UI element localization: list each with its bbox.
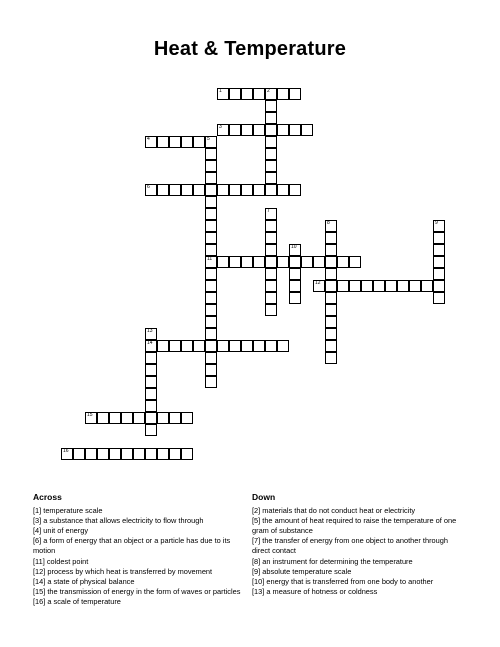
grid-cell[interactable] bbox=[217, 88, 229, 100]
grid-cell[interactable] bbox=[205, 172, 217, 184]
clue-number: [6] bbox=[33, 536, 42, 546]
grid-cell[interactable] bbox=[97, 448, 109, 460]
grid-cell[interactable] bbox=[157, 184, 169, 196]
grid-cell[interactable] bbox=[325, 316, 337, 328]
grid-cell[interactable] bbox=[145, 136, 157, 148]
clue-text: process by which heat is transferred by movement bbox=[45, 566, 213, 576]
clue-number-label: 16 bbox=[63, 448, 69, 454]
grid-cell[interactable] bbox=[277, 124, 289, 136]
grid-cell[interactable] bbox=[325, 232, 337, 244]
grid-cell[interactable] bbox=[157, 448, 169, 460]
grid-cell[interactable] bbox=[145, 328, 157, 340]
grid-cell[interactable] bbox=[193, 136, 205, 148]
grid-cell[interactable] bbox=[289, 88, 301, 100]
clue-number-label: 4 bbox=[147, 136, 150, 142]
clue-number: [4] bbox=[33, 526, 42, 536]
grid-cell[interactable] bbox=[157, 340, 169, 352]
clue-number: [11] bbox=[33, 556, 45, 566]
grid-cell[interactable] bbox=[265, 232, 277, 244]
clue-text: a substance that allows electricity to flow through bbox=[41, 516, 204, 526]
grid-cell[interactable] bbox=[241, 124, 253, 136]
across-clues bbox=[33, 492, 243, 607]
clue-number-label: 11 bbox=[207, 256, 213, 262]
grid-cell[interactable] bbox=[289, 244, 301, 256]
down-clue bbox=[252, 516, 467, 536]
grid-cell[interactable] bbox=[229, 256, 241, 268]
clue-number: [7] bbox=[252, 536, 261, 546]
grid-cell[interactable] bbox=[361, 280, 373, 292]
grid-cell[interactable] bbox=[265, 220, 277, 232]
grid-cell[interactable] bbox=[109, 448, 121, 460]
clue-number: [10] bbox=[252, 576, 265, 586]
across-clue bbox=[33, 587, 243, 597]
clue-text: a state of physical balance bbox=[45, 576, 135, 586]
grid-cell[interactable] bbox=[433, 256, 445, 268]
grid-cell[interactable] bbox=[313, 280, 325, 292]
grid-cell[interactable] bbox=[61, 448, 73, 460]
grid-cell[interactable] bbox=[289, 184, 301, 196]
grid-cell[interactable] bbox=[409, 280, 421, 292]
clue-number: [5] bbox=[252, 516, 261, 526]
grid-cell[interactable] bbox=[145, 412, 157, 424]
across-clue bbox=[33, 567, 243, 577]
grid-cell[interactable] bbox=[217, 340, 229, 352]
grid-cell[interactable] bbox=[229, 88, 241, 100]
grid-cell[interactable] bbox=[433, 220, 445, 232]
grid-cell[interactable] bbox=[265, 124, 277, 136]
clue-number: [13] bbox=[252, 586, 265, 596]
grid-cell[interactable] bbox=[145, 340, 157, 352]
across-clue bbox=[33, 516, 243, 526]
grid-cell[interactable] bbox=[253, 184, 265, 196]
across-clue bbox=[33, 557, 243, 567]
grid-cell[interactable] bbox=[433, 280, 445, 292]
grid-cell[interactable] bbox=[265, 340, 277, 352]
grid-cell[interactable] bbox=[277, 340, 289, 352]
grid-cell[interactable] bbox=[121, 412, 133, 424]
grid-cell[interactable] bbox=[265, 280, 277, 292]
grid-cell[interactable] bbox=[145, 376, 157, 388]
across-clue bbox=[33, 536, 243, 556]
grid-cell[interactable] bbox=[205, 316, 217, 328]
grid-cell[interactable] bbox=[145, 184, 157, 196]
grid-cell[interactable] bbox=[325, 292, 337, 304]
grid-cell[interactable] bbox=[217, 124, 229, 136]
grid-cell[interactable] bbox=[325, 256, 337, 268]
grid-cell[interactable] bbox=[265, 268, 277, 280]
grid-cell[interactable] bbox=[265, 244, 277, 256]
grid-cell[interactable] bbox=[265, 136, 277, 148]
grid-cell[interactable] bbox=[157, 412, 169, 424]
clue-number-label: 9 bbox=[435, 220, 438, 226]
across-clue bbox=[33, 577, 243, 587]
grid-cell[interactable] bbox=[73, 448, 85, 460]
grid-cell[interactable] bbox=[205, 304, 217, 316]
grid-cell[interactable] bbox=[133, 448, 145, 460]
grid-cell[interactable] bbox=[277, 256, 289, 268]
grid-cell[interactable] bbox=[349, 280, 361, 292]
grid-cell[interactable] bbox=[145, 400, 157, 412]
grid-cell[interactable] bbox=[325, 220, 337, 232]
clue-number-label: 14 bbox=[147, 340, 153, 346]
grid-cell[interactable] bbox=[289, 292, 301, 304]
clue-number-label: 5 bbox=[207, 136, 210, 142]
grid-cell[interactable] bbox=[301, 124, 313, 136]
grid-cell[interactable] bbox=[217, 256, 229, 268]
grid-cell[interactable] bbox=[145, 352, 157, 364]
grid-cell[interactable] bbox=[133, 412, 145, 424]
grid-cell[interactable] bbox=[205, 232, 217, 244]
grid-cell[interactable] bbox=[289, 268, 301, 280]
grid-cell[interactable] bbox=[205, 328, 217, 340]
clue-text: unit of energy bbox=[41, 526, 89, 536]
grid-cell[interactable] bbox=[325, 304, 337, 316]
down-clues bbox=[252, 492, 467, 597]
grid-cell[interactable] bbox=[325, 268, 337, 280]
clue-number: [2] bbox=[252, 506, 261, 516]
grid-cell[interactable] bbox=[277, 88, 289, 100]
across-clue bbox=[33, 597, 243, 607]
clue-number: [9] bbox=[252, 566, 261, 576]
clue-text: the amount of heat required to raise the temperature of one gram of substance bbox=[252, 516, 457, 536]
grid-cell[interactable] bbox=[337, 256, 349, 268]
grid-cell[interactable] bbox=[289, 256, 301, 268]
grid-cell[interactable] bbox=[241, 340, 253, 352]
grid-cell[interactable] bbox=[169, 448, 181, 460]
clue-text: a form of energy that an object or a particle has due to its motion bbox=[33, 536, 231, 556]
grid-cell[interactable] bbox=[253, 256, 265, 268]
grid-cell[interactable] bbox=[265, 148, 277, 160]
grid-cell[interactable] bbox=[313, 256, 325, 268]
grid-cell[interactable] bbox=[433, 292, 445, 304]
grid-cell[interactable] bbox=[265, 292, 277, 304]
down-clue bbox=[252, 506, 467, 516]
down-clue bbox=[252, 536, 467, 556]
clue-number-label: 15 bbox=[87, 412, 93, 418]
clue-text: coldest point bbox=[44, 556, 89, 566]
grid-cell[interactable] bbox=[205, 148, 217, 160]
clue-text: the transmission of energy in the form of waves or particles bbox=[45, 586, 241, 596]
grid-cell[interactable] bbox=[85, 412, 97, 424]
grid-cell[interactable] bbox=[205, 352, 217, 364]
down-clue bbox=[252, 587, 467, 597]
clue-number: [3] bbox=[33, 516, 42, 526]
grid-cell[interactable] bbox=[265, 160, 277, 172]
grid-cell[interactable] bbox=[181, 184, 193, 196]
grid-cell[interactable] bbox=[325, 244, 337, 256]
grid-cell[interactable] bbox=[253, 340, 265, 352]
grid-cell[interactable] bbox=[265, 112, 277, 124]
grid-cell[interactable] bbox=[205, 220, 217, 232]
clue-number: [8] bbox=[252, 556, 261, 566]
grid-cell[interactable] bbox=[229, 124, 241, 136]
grid-cell[interactable] bbox=[205, 340, 217, 352]
across-clue bbox=[33, 526, 243, 536]
grid-cell[interactable] bbox=[241, 88, 253, 100]
grid-cell[interactable] bbox=[277, 184, 289, 196]
clue-number-label: 10 bbox=[291, 244, 297, 250]
grid-cell[interactable] bbox=[265, 88, 277, 100]
grid-cell[interactable] bbox=[337, 280, 349, 292]
grid-cell[interactable] bbox=[181, 340, 193, 352]
grid-cell[interactable] bbox=[229, 340, 241, 352]
grid-cell[interactable] bbox=[205, 184, 217, 196]
grid-cell[interactable] bbox=[169, 136, 181, 148]
grid-cell[interactable] bbox=[169, 340, 181, 352]
clue-text: absolute temperature scale bbox=[260, 566, 352, 576]
grid-cell[interactable] bbox=[109, 412, 121, 424]
grid-cell[interactable] bbox=[433, 268, 445, 280]
puzzle-title: Heat & Temperature bbox=[153, 38, 347, 60]
grid-cell[interactable] bbox=[205, 136, 217, 148]
grid-cell[interactable] bbox=[325, 352, 337, 364]
grid-cell[interactable] bbox=[253, 124, 265, 136]
grid-cell[interactable] bbox=[169, 184, 181, 196]
grid-cell[interactable] bbox=[433, 232, 445, 244]
clue-text: energy that is transferred from one body to another bbox=[264, 576, 434, 586]
grid-cell[interactable] bbox=[145, 448, 157, 460]
grid-cell[interactable] bbox=[265, 304, 277, 316]
grid-cell[interactable] bbox=[289, 280, 301, 292]
clue-number-label: 12 bbox=[315, 280, 321, 286]
clue-text: the transfer of energy from one object to another through direct contact bbox=[252, 536, 448, 556]
grid-cell[interactable] bbox=[265, 208, 277, 220]
grid-cell[interactable] bbox=[265, 184, 277, 196]
grid-cell[interactable] bbox=[241, 184, 253, 196]
clue-number-label: 3 bbox=[219, 124, 222, 130]
clue-number-label: 6 bbox=[147, 184, 150, 190]
grid-cell[interactable] bbox=[157, 136, 169, 148]
clue-text: a scale of temperature bbox=[45, 596, 121, 606]
grid-cell[interactable] bbox=[301, 256, 313, 268]
down-clue bbox=[252, 567, 467, 577]
grid-cell[interactable] bbox=[205, 376, 217, 388]
grid-cell[interactable] bbox=[193, 184, 205, 196]
clue-number-label: 2 bbox=[267, 88, 270, 94]
grid-cell[interactable] bbox=[145, 388, 157, 400]
clue-text: a measure of hotness or coldness bbox=[264, 586, 378, 596]
clue-number: [1] bbox=[33, 506, 42, 516]
grid-cell[interactable] bbox=[265, 256, 277, 268]
across-clue bbox=[33, 506, 243, 516]
grid-cell[interactable] bbox=[169, 412, 181, 424]
grid-cell[interactable] bbox=[181, 136, 193, 148]
grid-cell[interactable] bbox=[145, 424, 157, 436]
clue-text: temperature scale bbox=[41, 506, 103, 516]
grid-cell[interactable] bbox=[265, 172, 277, 184]
down-heading: Down bbox=[252, 492, 276, 502]
clue-number-label: 8 bbox=[327, 220, 330, 226]
down-clue bbox=[252, 557, 467, 567]
grid-cell[interactable] bbox=[205, 268, 217, 280]
down-clue bbox=[252, 577, 467, 587]
grid-cell[interactable] bbox=[145, 364, 157, 376]
clue-text: materials that do not conduct heat or electricity bbox=[260, 506, 416, 516]
grid-cell[interactable] bbox=[265, 100, 277, 112]
grid-cell[interactable] bbox=[349, 256, 361, 268]
clue-number-label: 1 bbox=[219, 88, 222, 94]
clue-number: [14] bbox=[33, 576, 46, 586]
grid-cell[interactable] bbox=[193, 340, 205, 352]
grid-cell[interactable] bbox=[325, 340, 337, 352]
grid-cell[interactable] bbox=[229, 184, 241, 196]
grid-cell[interactable] bbox=[97, 412, 109, 424]
grid-cell[interactable] bbox=[181, 412, 193, 424]
grid-cell[interactable] bbox=[205, 364, 217, 376]
grid-cell[interactable] bbox=[289, 124, 301, 136]
grid-cell[interactable] bbox=[433, 244, 445, 256]
across-heading: Across bbox=[33, 492, 62, 502]
clue-number: [12] bbox=[33, 566, 46, 576]
grid-cell[interactable] bbox=[121, 448, 133, 460]
grid-cell[interactable] bbox=[385, 280, 397, 292]
grid-cell[interactable] bbox=[205, 292, 217, 304]
grid-cell[interactable] bbox=[205, 244, 217, 256]
clue-text: an instrument for determining the temperature bbox=[260, 556, 413, 566]
grid-cell[interactable] bbox=[373, 280, 385, 292]
grid-cell[interactable] bbox=[85, 448, 97, 460]
grid-cell[interactable] bbox=[217, 184, 229, 196]
grid-cell[interactable] bbox=[205, 280, 217, 292]
grid-cell[interactable] bbox=[205, 196, 217, 208]
grid-cell[interactable] bbox=[205, 208, 217, 220]
grid-cell[interactable] bbox=[205, 256, 217, 268]
grid-cell[interactable] bbox=[253, 88, 265, 100]
grid-cell[interactable] bbox=[325, 280, 337, 292]
clue-number-label: 13 bbox=[147, 328, 153, 334]
clue-number: [16] bbox=[33, 596, 46, 606]
grid-cell[interactable] bbox=[181, 448, 193, 460]
grid-cell[interactable] bbox=[397, 280, 409, 292]
grid-cell[interactable] bbox=[241, 256, 253, 268]
grid-cell[interactable] bbox=[421, 280, 433, 292]
clue-number-label: 7 bbox=[267, 208, 270, 214]
grid-cell[interactable] bbox=[325, 328, 337, 340]
grid-cell[interactable] bbox=[205, 160, 217, 172]
clue-number: [15] bbox=[33, 586, 46, 596]
